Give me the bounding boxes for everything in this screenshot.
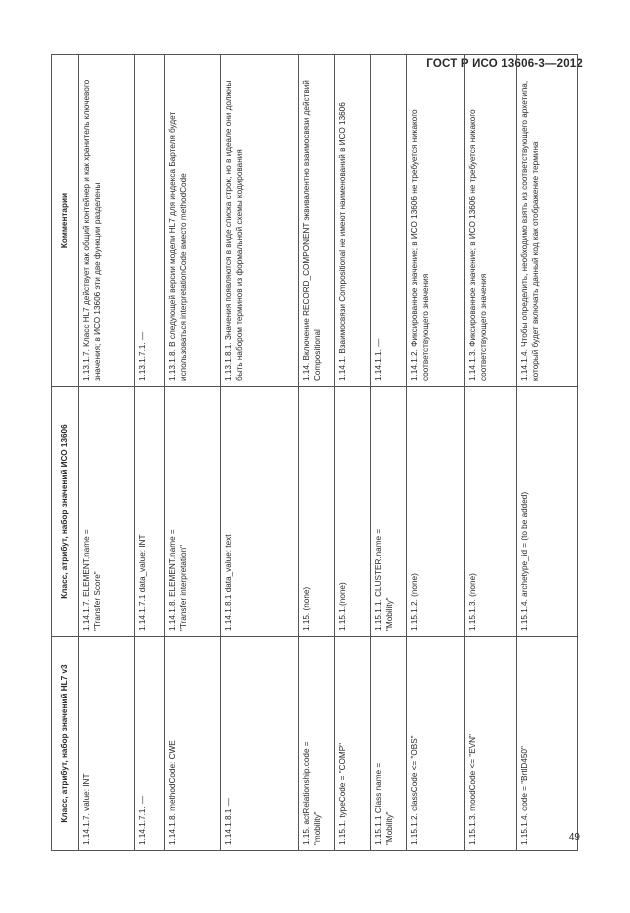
table-header-row	[52, 55, 79, 851]
cell-iso: 1.15. (none)	[299, 387, 335, 637]
cell-comment: 1.13.1.8.1. Значения появляются в виде списка строк, но в идеале они должны быть набором терминов из формальной схемы кодирования	[221, 55, 299, 387]
table-row	[335, 55, 371, 851]
cell-iso: 1.14.1.8. ELEMENT.name = "Transfer interpretation"	[165, 387, 221, 637]
column-header-hl7: Класс, атрибут, набор значений HL7 v3	[52, 637, 79, 851]
cell-iso: 1.14.1.8.1 data_value: text	[221, 387, 299, 637]
table-row	[299, 55, 335, 851]
mapping-table	[51, 54, 578, 851]
page-header: ГОСТ Р ИСО 13606-3—2012	[426, 58, 583, 70]
mapping-table-rotated	[51, 79, 578, 851]
column-header-comments: Комментарии	[52, 55, 79, 387]
cell-hl7: 1.14.1.7.1. —	[135, 637, 165, 851]
cell-iso: 1.14.1.7.1 data_value: INT	[135, 387, 165, 637]
cell-hl7: 1.15. actRelationship.code = "mobility"	[299, 637, 335, 851]
table-row	[221, 55, 299, 851]
table-row	[407, 55, 465, 851]
cell-comment: 1.14. Включение RECORD_COMPONENT эквивалентно взаимосвязи действий Compositional	[299, 55, 335, 387]
cell-hl7: 1.15.1. typeCode = "COMP"	[335, 637, 371, 851]
cell-hl7: 1.15.1.3. moodCode <= "EVN"	[465, 637, 517, 851]
cell-iso: 1.15.1.1. CLUSTER.name = "Mobility"	[371, 387, 407, 637]
cell-hl7: 1.14.1.7. value: INT	[79, 637, 135, 851]
cell-comment: 1.14.1.3. Фиксированное значение; в ИСО 13606 не требуется никакого соответствующего значения	[465, 55, 517, 387]
cell-iso: 1.15.1.3. (none)	[465, 387, 517, 637]
cell-hl7: 1.15.1.2. classCode <= "OBS"	[407, 637, 465, 851]
table-row	[135, 55, 165, 851]
table-row	[165, 55, 221, 851]
cell-comment: 1.14.1.4. Чтобы определить, необходимо взять из соответствующего архетипа, который будет включать данный код как отображение термина	[517, 55, 578, 387]
table-row	[371, 55, 407, 851]
cell-iso: 1.14.1.7. ELEMENT.name = "Transfer Score"	[79, 387, 135, 637]
cell-hl7: 1.15.1.1 Class name = "Mobility"	[371, 637, 407, 851]
cell-iso: 1.15.1.(none)	[335, 387, 371, 637]
cell-comment: 1.14.1.1. —	[371, 55, 407, 387]
cell-hl7: 1.14.1.8.1 —	[221, 637, 299, 851]
cell-hl7: 1.14.1.8. methodCode: CWE	[165, 637, 221, 851]
cell-iso: 1.15.1.4. archetype_id = (to be added)	[517, 387, 578, 637]
cell-comment: 1.13.1.8. В следующей версии модели HL7 для индекса Бартеля будет использоваться interpretationCode вместо methodCode	[165, 55, 221, 387]
table-row	[517, 55, 578, 851]
page-number: 49	[568, 832, 580, 843]
column-header-iso13606: Класс, атрибут, набор значений ИСО 13606	[52, 387, 79, 637]
cell-comment: 1.13.1.7.1. —	[135, 55, 165, 387]
cell-hl7: 1.15.1.4. code = "BrtlD450"	[517, 637, 578, 851]
cell-comment: 1.14.1. Взаимосвязи Compositional не имеют наименований в ИСО 13606	[335, 55, 371, 387]
table-row	[79, 55, 135, 851]
table-row	[465, 55, 517, 851]
cell-comment: 1.14.1.2. Фиксированное значение; в ИСО 13606 не требуется никакого соответствующего значения	[407, 55, 465, 387]
cell-iso: 1.15.1.2. (none)	[407, 387, 465, 637]
cell-comment: 1.13.1.7. Класс HL7 действует как общий контейнер и как хранитель ключевого значения; в ИСО 13606 эти две функции разделены	[79, 55, 135, 387]
